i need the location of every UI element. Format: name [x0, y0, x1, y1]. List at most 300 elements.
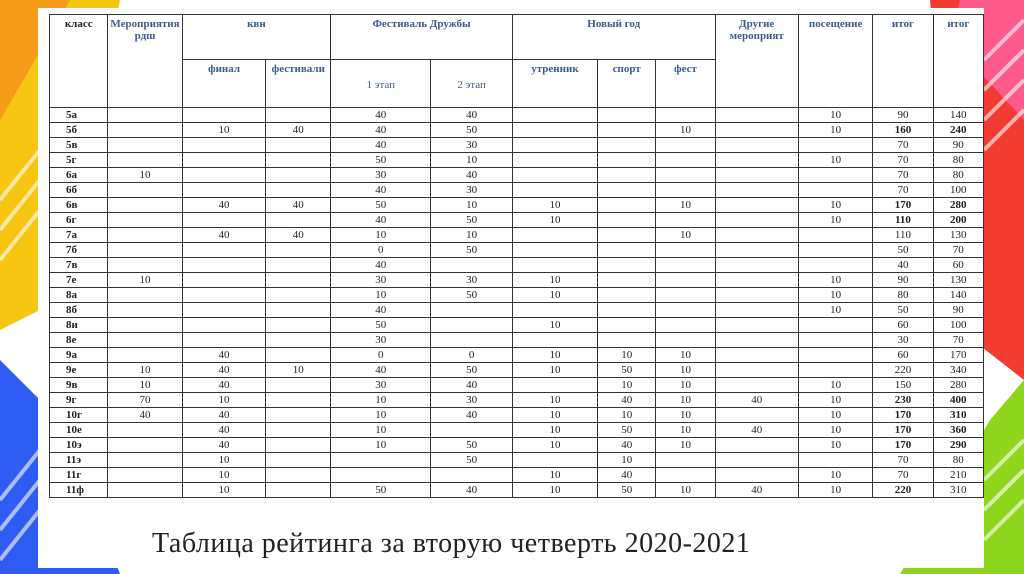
value-cell: 60 [933, 258, 983, 273]
value-cell: 40 [266, 228, 331, 243]
value-cell [798, 348, 873, 363]
value-cell: 40 [431, 483, 513, 498]
value-cell: 80 [873, 288, 933, 303]
value-cell: 10 [798, 468, 873, 483]
value-cell: 10 [108, 273, 182, 288]
class-cell: 9а [50, 348, 108, 363]
value-cell: 30 [331, 168, 431, 183]
value-cell: 10 [512, 213, 597, 228]
value-cell [108, 288, 182, 303]
value-cell: 10 [798, 423, 873, 438]
class-cell: 8е [50, 333, 108, 348]
value-cell: 10 [331, 288, 431, 303]
class-cell: 5а [50, 108, 108, 123]
value-cell: 40 [266, 198, 331, 213]
header-kvn-final: финал [182, 60, 266, 108]
value-cell: 70 [873, 453, 933, 468]
value-cell [182, 138, 266, 153]
value-cell [656, 168, 715, 183]
header-total-1: итог [873, 15, 933, 108]
value-cell [715, 168, 798, 183]
value-cell [108, 483, 182, 498]
value-cell: 30 [431, 393, 513, 408]
value-cell: 0 [431, 348, 513, 363]
value-cell [598, 168, 656, 183]
value-cell [798, 168, 873, 183]
value-cell [512, 123, 597, 138]
class-cell: 9г [50, 393, 108, 408]
value-cell: 50 [331, 483, 431, 498]
value-cell: 10 [798, 288, 873, 303]
value-cell [266, 393, 331, 408]
value-cell: 40 [182, 348, 266, 363]
value-cell: 150 [873, 378, 933, 393]
value-cell [656, 333, 715, 348]
value-cell: 10 [656, 393, 715, 408]
value-cell [266, 168, 331, 183]
value-cell [331, 468, 431, 483]
value-cell: 170 [933, 348, 983, 363]
value-cell: 40 [715, 423, 798, 438]
value-cell [108, 198, 182, 213]
value-cell [598, 258, 656, 273]
header-ny-matinee: утренник [512, 60, 597, 108]
value-cell: 40 [598, 468, 656, 483]
value-cell: 10 [182, 393, 266, 408]
value-cell [266, 153, 331, 168]
value-cell: 40 [331, 303, 431, 318]
class-cell: 11э [50, 453, 108, 468]
value-cell: 10 [512, 288, 597, 303]
value-cell [656, 258, 715, 273]
value-cell: 130 [933, 273, 983, 288]
value-cell: 30 [431, 273, 513, 288]
table-row [50, 333, 984, 348]
table-row [50, 243, 984, 258]
value-cell: 220 [873, 483, 933, 498]
value-cell [656, 273, 715, 288]
value-cell [108, 348, 182, 363]
table-row [50, 168, 984, 183]
value-cell [598, 138, 656, 153]
table-row [50, 213, 984, 228]
value-cell: 10 [798, 378, 873, 393]
value-cell: 10 [798, 213, 873, 228]
value-cell: 50 [431, 213, 513, 228]
value-cell [266, 348, 331, 363]
value-cell: 50 [873, 303, 933, 318]
value-cell [798, 183, 873, 198]
value-cell: 10 [431, 198, 513, 213]
value-cell: 10 [512, 483, 597, 498]
table-row [50, 258, 984, 273]
table-row [50, 378, 984, 393]
value-cell [715, 318, 798, 333]
value-cell [266, 258, 331, 273]
value-cell [108, 423, 182, 438]
table-row [50, 318, 984, 333]
value-cell: 10 [512, 408, 597, 423]
value-cell: 10 [656, 363, 715, 378]
value-cell: 400 [933, 393, 983, 408]
header-stage-1: 1 этап [331, 60, 431, 108]
table-row [50, 453, 984, 468]
value-cell: 40 [331, 258, 431, 273]
value-cell: 70 [873, 168, 933, 183]
value-cell [798, 333, 873, 348]
value-cell [656, 243, 715, 258]
table-row [50, 438, 984, 453]
value-cell [182, 288, 266, 303]
value-cell: 70 [933, 333, 983, 348]
value-cell: 50 [598, 483, 656, 498]
value-cell: 90 [933, 303, 983, 318]
value-cell: 10 [798, 483, 873, 498]
value-cell: 70 [873, 183, 933, 198]
value-cell [715, 333, 798, 348]
value-cell [182, 258, 266, 273]
value-cell: 130 [933, 228, 983, 243]
value-cell [182, 168, 266, 183]
value-cell [715, 108, 798, 123]
value-cell: 210 [933, 468, 983, 483]
value-cell: 10 [798, 108, 873, 123]
value-cell: 10 [656, 348, 715, 363]
value-cell [656, 153, 715, 168]
table-row [50, 183, 984, 198]
value-cell: 90 [873, 273, 933, 288]
value-cell: 80 [933, 453, 983, 468]
value-cell: 80 [933, 153, 983, 168]
value-cell: 10 [266, 363, 331, 378]
value-cell: 40 [108, 408, 182, 423]
class-cell: 8и [50, 318, 108, 333]
value-cell [656, 303, 715, 318]
value-cell [108, 258, 182, 273]
header-total-2: итог [933, 15, 983, 108]
header-kvn: квн [182, 15, 331, 60]
value-cell: 10 [656, 378, 715, 393]
value-cell: 30 [331, 378, 431, 393]
value-cell: 10 [656, 483, 715, 498]
value-cell [512, 228, 597, 243]
value-cell [108, 183, 182, 198]
value-cell [598, 243, 656, 258]
value-cell [598, 123, 656, 138]
value-cell: 50 [431, 438, 513, 453]
value-cell: 70 [108, 393, 182, 408]
value-cell [798, 243, 873, 258]
value-cell [108, 138, 182, 153]
table-row [50, 408, 984, 423]
value-cell: 40 [266, 123, 331, 138]
value-cell [182, 213, 266, 228]
value-cell: 10 [512, 348, 597, 363]
value-cell: 30 [431, 183, 513, 198]
value-cell: 170 [873, 408, 933, 423]
value-cell: 10 [182, 123, 266, 138]
value-cell [512, 303, 597, 318]
value-cell: 10 [798, 198, 873, 213]
class-cell: 8б [50, 303, 108, 318]
value-cell: 30 [873, 333, 933, 348]
value-cell: 10 [656, 198, 715, 213]
value-cell: 40 [431, 108, 513, 123]
value-cell: 280 [933, 198, 983, 213]
value-cell [598, 183, 656, 198]
value-cell [182, 108, 266, 123]
table-row [50, 123, 984, 138]
value-cell [512, 378, 597, 393]
value-cell [182, 303, 266, 318]
value-cell: 80 [933, 168, 983, 183]
class-cell: 6б [50, 183, 108, 198]
value-cell [266, 183, 331, 198]
value-cell [108, 228, 182, 243]
value-cell [715, 183, 798, 198]
class-cell: 7б [50, 243, 108, 258]
value-cell [656, 213, 715, 228]
value-cell: 40 [331, 138, 431, 153]
header-stage-2: 2 этап [431, 60, 513, 108]
value-cell: 170 [873, 198, 933, 213]
value-cell: 40 [431, 378, 513, 393]
value-cell [266, 378, 331, 393]
value-cell [598, 288, 656, 303]
header-class: класс [50, 15, 108, 108]
value-cell: 0 [331, 243, 431, 258]
value-cell [715, 198, 798, 213]
class-cell: 9в [50, 378, 108, 393]
value-cell: 10 [798, 303, 873, 318]
table-row [50, 348, 984, 363]
value-cell [266, 408, 331, 423]
value-cell [715, 453, 798, 468]
value-cell [512, 453, 597, 468]
value-cell [108, 108, 182, 123]
value-cell: 40 [331, 363, 431, 378]
header-friendship-festival: Фестиваль Дружбы [331, 15, 513, 60]
value-cell: 10 [431, 153, 513, 168]
value-cell [656, 318, 715, 333]
value-cell: 10 [598, 408, 656, 423]
table-row [50, 138, 984, 153]
value-cell: 40 [182, 363, 266, 378]
value-cell [108, 318, 182, 333]
value-cell [798, 318, 873, 333]
value-cell [266, 318, 331, 333]
value-cell [512, 108, 597, 123]
value-cell: 360 [933, 423, 983, 438]
value-cell: 40 [873, 258, 933, 273]
value-cell [715, 363, 798, 378]
value-cell [798, 138, 873, 153]
value-cell: 10 [182, 453, 266, 468]
value-cell [266, 423, 331, 438]
value-cell: 10 [656, 408, 715, 423]
value-cell [182, 318, 266, 333]
value-cell: 30 [331, 273, 431, 288]
value-cell [656, 453, 715, 468]
class-cell: 5в [50, 138, 108, 153]
value-cell [715, 138, 798, 153]
table-row [50, 228, 984, 243]
class-cell: 9е [50, 363, 108, 378]
class-cell: 7е [50, 273, 108, 288]
value-cell [715, 348, 798, 363]
value-cell [598, 273, 656, 288]
value-cell: 10 [512, 363, 597, 378]
value-cell: 240 [933, 123, 983, 138]
value-cell [798, 363, 873, 378]
value-cell: 10 [798, 123, 873, 138]
value-cell: 100 [933, 183, 983, 198]
value-cell: 60 [873, 318, 933, 333]
value-cell: 10 [512, 438, 597, 453]
value-cell [512, 138, 597, 153]
value-cell: 10 [656, 438, 715, 453]
class-cell: 7в [50, 258, 108, 273]
value-cell: 50 [431, 453, 513, 468]
value-cell: 310 [933, 408, 983, 423]
class-cell: 5б [50, 123, 108, 138]
rating-table [49, 14, 984, 498]
class-cell: 10е [50, 423, 108, 438]
value-cell [266, 453, 331, 468]
value-cell: 50 [331, 198, 431, 213]
slide-card [38, 8, 984, 568]
value-cell: 70 [873, 138, 933, 153]
value-cell: 10 [431, 228, 513, 243]
value-cell [266, 138, 331, 153]
value-cell [598, 213, 656, 228]
value-cell: 50 [431, 123, 513, 138]
value-cell [108, 303, 182, 318]
value-cell [266, 108, 331, 123]
value-cell: 10 [512, 273, 597, 288]
header-events-rdsh: Мероприятия рдш [108, 15, 182, 108]
value-cell [715, 153, 798, 168]
value-cell: 100 [933, 318, 983, 333]
value-cell [656, 183, 715, 198]
value-cell: 50 [431, 243, 513, 258]
value-cell [431, 333, 513, 348]
class-cell: 8а [50, 288, 108, 303]
value-cell [182, 243, 266, 258]
value-cell: 200 [933, 213, 983, 228]
class-cell: 7а [50, 228, 108, 243]
value-cell [266, 288, 331, 303]
value-cell [598, 108, 656, 123]
value-cell [512, 258, 597, 273]
value-cell [715, 273, 798, 288]
value-cell: 40 [431, 408, 513, 423]
value-cell [266, 438, 331, 453]
value-cell [331, 453, 431, 468]
value-cell [431, 423, 513, 438]
value-cell [598, 333, 656, 348]
value-cell: 30 [331, 333, 431, 348]
value-cell: 10 [598, 378, 656, 393]
value-cell [715, 228, 798, 243]
class-cell: 5г [50, 153, 108, 168]
value-cell: 50 [598, 423, 656, 438]
value-cell [266, 273, 331, 288]
value-cell [182, 273, 266, 288]
table-row [50, 303, 984, 318]
value-cell: 50 [331, 318, 431, 333]
value-cell [266, 468, 331, 483]
header-ny-fest: фест [656, 60, 715, 108]
value-cell [656, 108, 715, 123]
class-cell: 10э [50, 438, 108, 453]
value-cell [431, 318, 513, 333]
value-cell: 10 [656, 423, 715, 438]
table-row [50, 483, 984, 498]
value-cell: 50 [873, 243, 933, 258]
value-cell [798, 453, 873, 468]
class-cell: 11г [50, 468, 108, 483]
value-cell: 10 [331, 228, 431, 243]
value-cell [108, 243, 182, 258]
class-cell: 11ф [50, 483, 108, 498]
value-cell [715, 258, 798, 273]
value-cell [512, 168, 597, 183]
value-cell: 90 [933, 138, 983, 153]
value-cell: 160 [873, 123, 933, 138]
value-cell: 60 [873, 348, 933, 363]
value-cell [715, 438, 798, 453]
value-cell: 10 [182, 468, 266, 483]
value-cell [656, 468, 715, 483]
value-cell [798, 228, 873, 243]
value-cell: 10 [512, 393, 597, 408]
value-cell: 30 [431, 138, 513, 153]
value-cell: 230 [873, 393, 933, 408]
value-cell: 40 [715, 483, 798, 498]
value-cell [182, 153, 266, 168]
table-row [50, 108, 984, 123]
value-cell [598, 228, 656, 243]
value-cell [598, 198, 656, 213]
class-cell: 10г [50, 408, 108, 423]
value-cell: 40 [182, 423, 266, 438]
value-cell [108, 453, 182, 468]
value-cell [598, 318, 656, 333]
header-attendance: посещение [798, 15, 873, 108]
value-cell: 40 [331, 123, 431, 138]
table-row [50, 423, 984, 438]
value-cell: 40 [598, 393, 656, 408]
value-cell: 140 [933, 108, 983, 123]
value-cell: 40 [715, 393, 798, 408]
value-cell: 40 [182, 228, 266, 243]
table-caption: Таблица рейтинга за вторую четверть 2020-2021 [152, 528, 751, 559]
value-cell: 170 [873, 423, 933, 438]
value-cell: 50 [431, 288, 513, 303]
value-cell [798, 258, 873, 273]
value-cell: 290 [933, 438, 983, 453]
table-row [50, 468, 984, 483]
value-cell: 50 [431, 363, 513, 378]
table-row [50, 153, 984, 168]
value-cell [656, 138, 715, 153]
value-cell: 10 [512, 468, 597, 483]
value-cell: 220 [873, 363, 933, 378]
value-cell: 10 [598, 348, 656, 363]
value-cell [715, 123, 798, 138]
value-cell: 10 [798, 273, 873, 288]
